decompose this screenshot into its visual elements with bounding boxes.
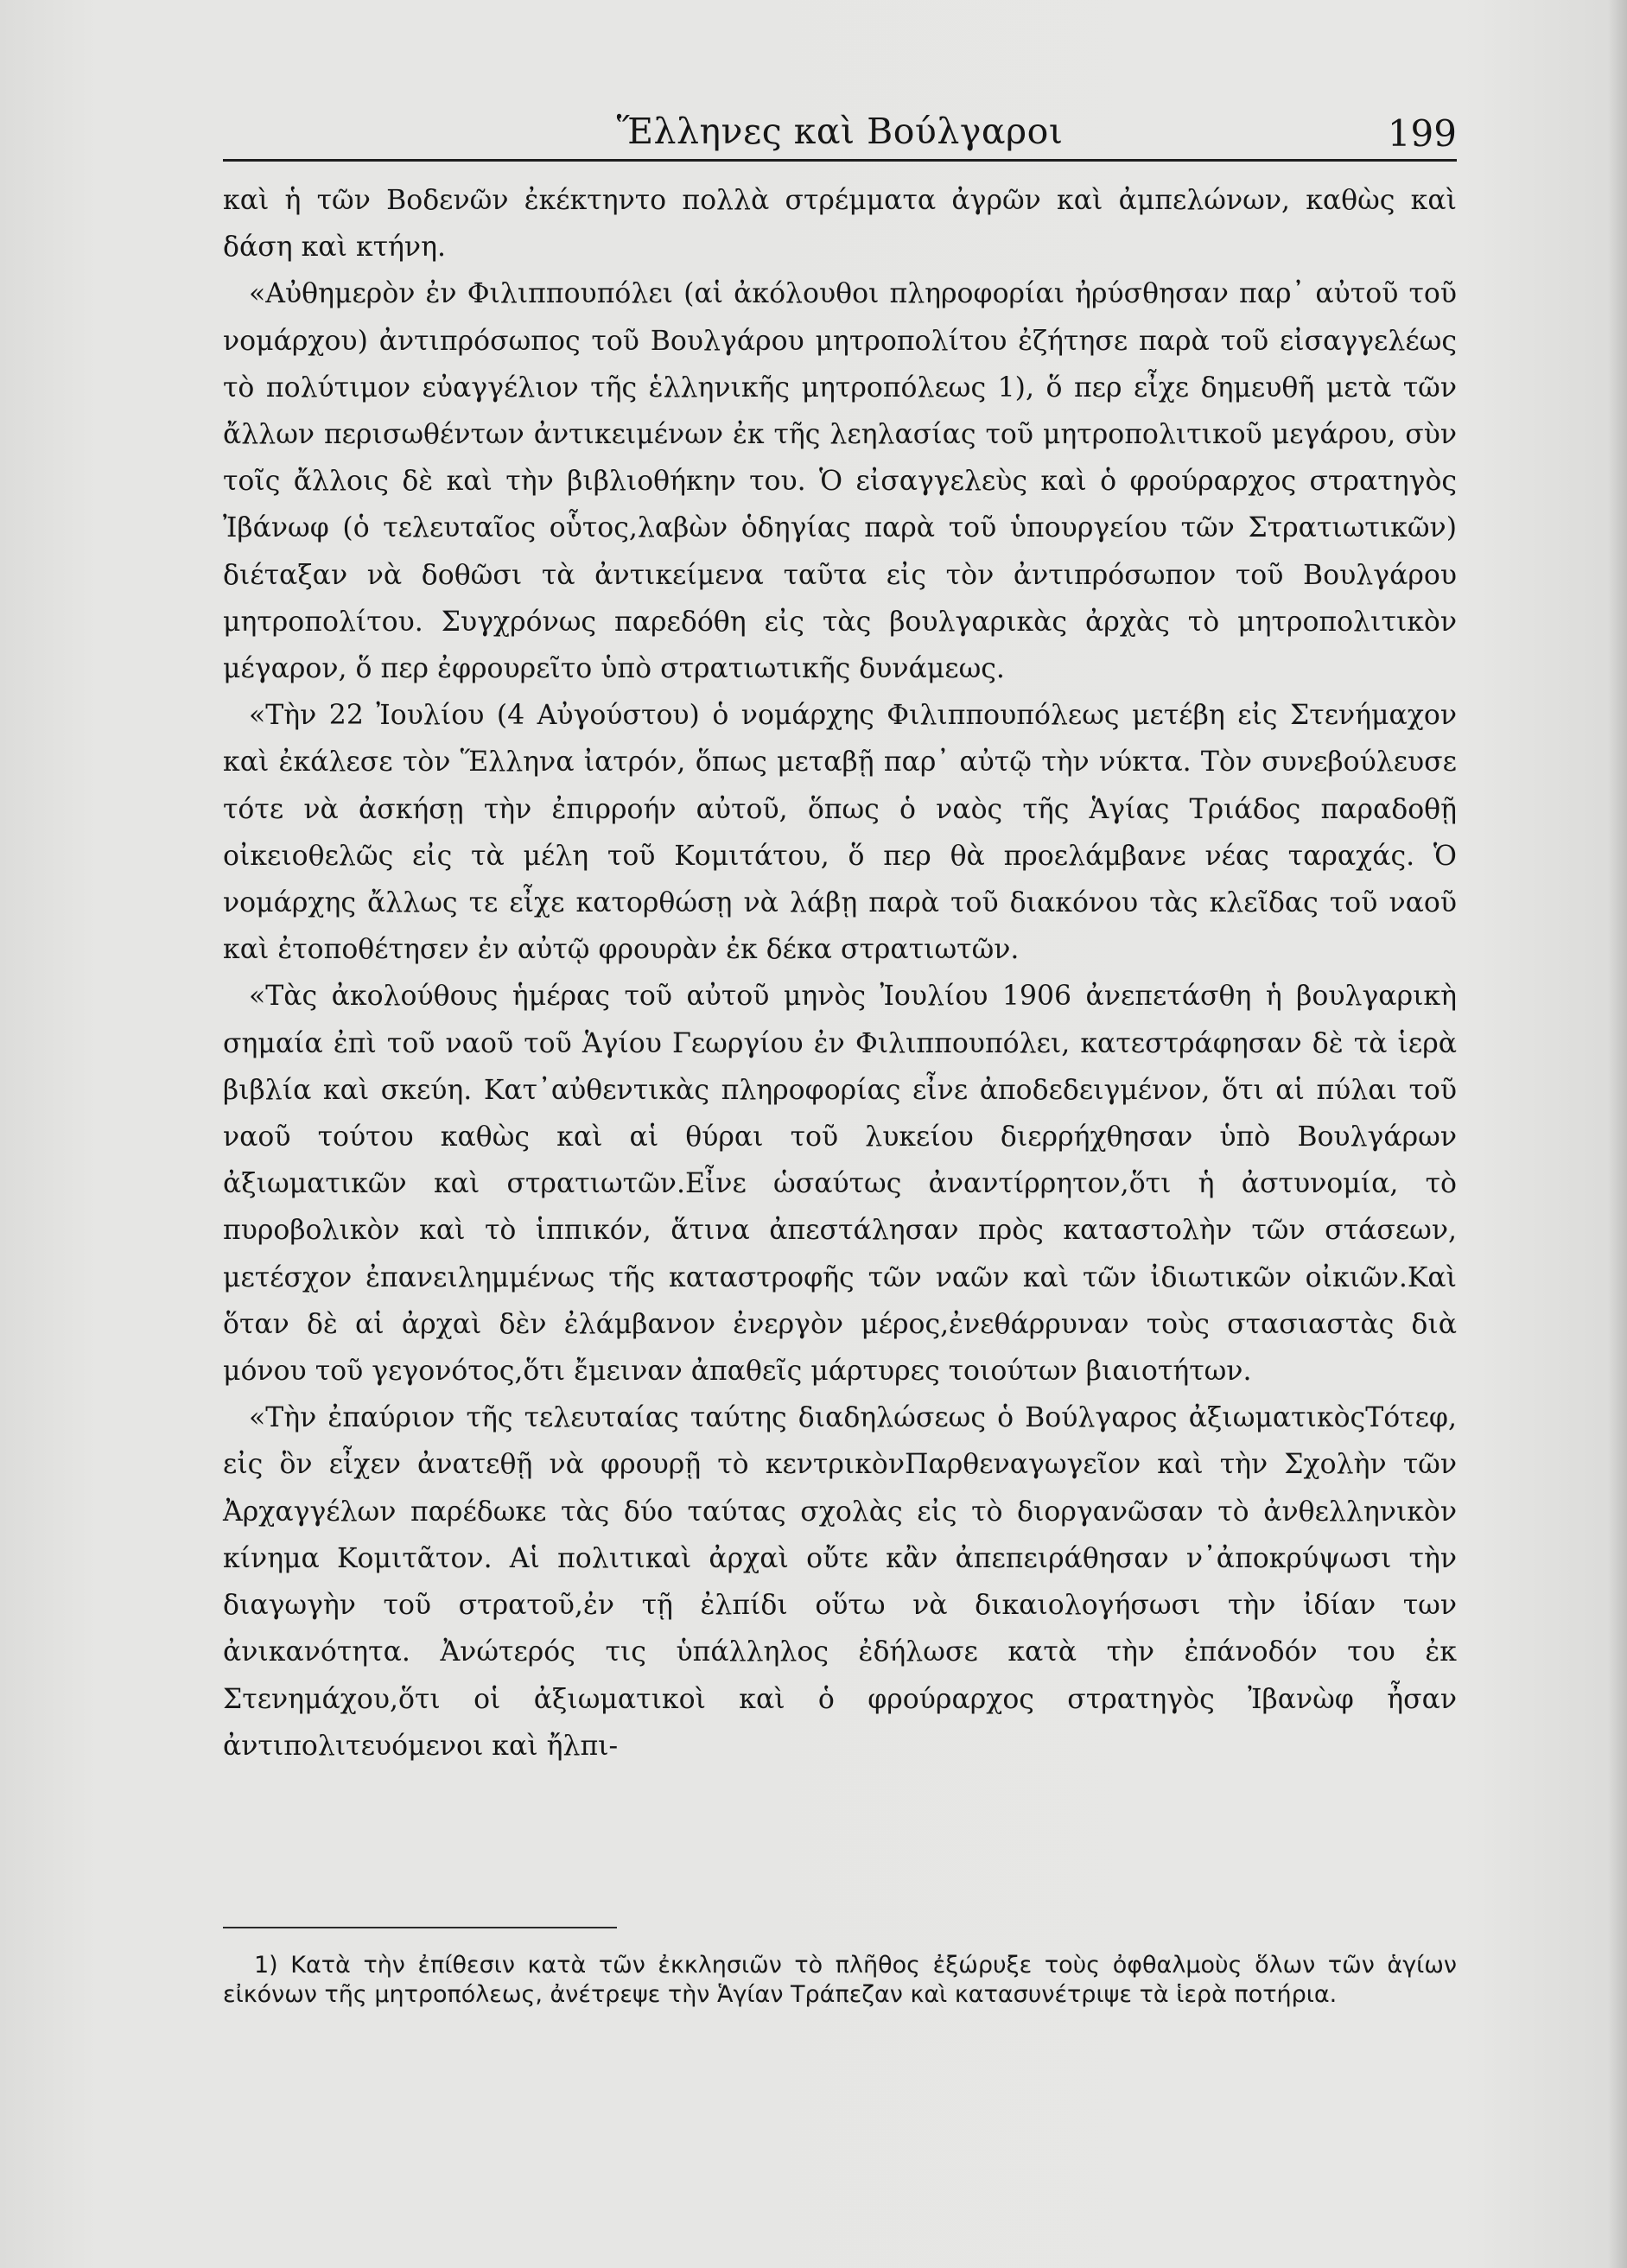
footnote-rule: [223, 1927, 617, 1928]
body-text: [223, 177, 1457, 1769]
paragraph: «Αὐθημερὸν ἐν Φιλιππουπόλει (αἱ ἀκόλουθοι πληροφορίαι ἠρύσθησαν παρ᾽ αὐτοῦ τοῦ νομάρχου) ἀντιπρόσωπος τοῦ Βουλγάρου μητροπολίτου ἐζήτησε παρὰ τοῦ εἰσαγγελέως τὸ πολύτιμον εὐαγγέλιον τῆς ἑλληνικῆς μητροπόλεως 1), ὅ περ εἶχε δημευθῆ μετὰ τῶν ἄλλων περισωθέντων ἀντικειμένων ἐκ τῆς λεηλασίας τοῦ μητροπολιτικοῦ μεγάρου, σὺν τοῖς ἄλλοις δὲ καὶ τὴν βιβλιοθήκην του. Ὁ εἰσαγγελεὺς καὶ ὁ φρούραρχος στρατηγὸς Ἰβάνωφ (ὁ τελευταῖος οὗτος,λαβὼν ὁδηγίας παρὰ τοῦ ὑπουργείου τῶν Στρατιωτικῶν) διέταξαν νὰ δοθῶσι τὰ ἀντικείμενα ταῦτα εἰς τὸν ἀντιπρόσωπον τοῦ Βουλγάρου μητροπολίτου. Συγχρόνως παρεδόθη εἰς τὰς βουλγαρικὰς ἀρχὰς τὸ μητροπολιτικὸν μέγαρον, ὅ περ ἐφρουρεῖτο ὑπὸ στρατιωτικῆς δυνάμεως.: [223, 278, 1457, 685]
paragraph: καὶ ἡ τῶν Βοδενῶν ἐκέκτηντο πολλὰ στρέμματα ἀγρῶν καὶ ἀμπελώνων, καθὼς καὶ δάση καὶ κτήνη.: [223, 185, 1457, 264]
page-number: 199: [1387, 112, 1457, 155]
paragraph: «Τὰς ἀκολούθους ἡμέρας τοῦ αὐτοῦ μηνὸς Ἰουλίου 1906 ἀνεπετάσθη ἡ βουλγαρικὴ σημαία ἐπὶ τοῦ ναοῦ τοῦ Ἁγίου Γεωργίου ἐν Φιλιππουπόλει, κατεστράφησαν δὲ τὰ ἱερὰ βιβλία καὶ σκεύη. Κατ᾽αὐθεντικὰς πληροφορίας εἶνε ἀποδεδειγμένον, ὅτι αἱ πύλαι τοῦ ναοῦ τούτου καθὼς καὶ αἱ θύραι τοῦ λυκείου διερρήχθησαν ὑπὸ Βουλγάρων ἀξιωματικῶν καὶ στρατιωτῶν.Εἶνε ὡσαύτως ἀναντίρρητον,ὅτι ἡ ἀστυνομία, τὸ πυροβολικὸν καὶ τὸ ἱππικόν, ἅτινα ἀπεστάλησαν πρὸς καταστολὴν τῶν στάσεων, μετέσχον ἐπανειλημμένως τῆς καταστροφῆς τῶν ναῶν καὶ τῶν ἰδιωτικῶν οἰκιῶν.Καὶ ὅταν δὲ αἱ ἀρχαὶ δὲν ἐλάμβανον ἐνεργὸν μέρος,ἐνεθάρρυναν τοὺς στασιαστὰς διὰ μόνου τοῦ γεγονότος,ὅτι ἔμειναν ἀπαθεῖς μάρτυρες τοιούτων βιαιοτήτων.: [223, 981, 1457, 1388]
running-title: Ἕλληνες καὶ Βούλγαροι: [616, 111, 1064, 152]
paragraph: «Τὴν 22 Ἰουλίου (4 Αὐγούστου) ὁ νομάρχης Φιλιππουπόλεως μετέβη εἰς Στενήμαχον καὶ ἐκάλεσε τὸν Ἕλληνα ἰατρόν, ὅπως μεταβῇ παρ᾽ αὐτῷ τὴν νύκτα. Τὸν συνεβούλευσε τότε νὰ ἀσκήσῃ τὴν ἐπιρροήν αὐτοῦ, ὅπως ὁ ναὸς τῆς Ἁγίας Τριάδος παραδοθῇ οἰκειοθελῶς εἰς τὰ μέλη τοῦ Κομιτάτου, ὅ περ θὰ προελάμβανε νέας ταραχάς. Ὁ νομάρχης ἄλλως τε εἶχε κατορθώσῃ νὰ λάβῃ παρὰ τοῦ διακόνου τὰς κλεῖδας τοῦ ναοῦ καὶ ἐτοποθέτησεν ἐν αὐτῷ φρουρὰν ἐκ δέκα στρατιωτῶν.: [223, 700, 1457, 966]
page-header: [223, 102, 1457, 156]
header-rule: [223, 159, 1457, 162]
footnote: 1) Κατὰ τὴν ἐπίθεσιν κατὰ τῶν ἐκκλησιῶν τὸ πλῆθος ἐξώρυξε τοὺς ὀφθαλμοὺς ὅλων τῶν ἁγίων εἰκόνων τῆς μητροπόλεως, ἀνέτρεψε τὴν Ἁγίαν Τράπεζαν καὶ κατασυνέτριψε τὰ ἱερὰ ποτήρια.: [223, 1952, 1457, 2008]
paragraph: «Τὴν ἐπαύριον τῆς τελευταίας ταύτης διαδηλώσεως ὁ Βούλγαρος ἀξιωματικὸςΤότεφ, εἰς ὃν εἶχεν ἀνατεθῇ νὰ φρουρῇ τὸ κεντρικὸνΠαρθεναγωγεῖον καὶ τὴν Σχολὴν τῶν Ἀρχαγγέλων παρέδωκε τὰς δύο ταύτας σχολὰς εἰς τὸ διοργανῶσαν τὸ ἀνθελληνικὸν κίνημα Κομιτᾶτον. Αἱ πολιτικαὶ ἀρχαὶ οὔτε κἂν ἀπεπειράθησαν ν᾽ἀποκρύψωσι τὴν διαγωγὴν τοῦ στρατοῦ,ἐν τῇ ἐλπίδι οὕτω νὰ δικαιολογήσωσι τὴν ἰδίαν των ἀνικανότητα. Ἀνώτερός τις ὑπάλληλος ἐδήλωσε κατὰ τὴν ἐπάνοδόν του ἐκ Στενημάχου,ὅτι οἱ ἀξιωματικοὶ καὶ ὁ φρούραρχος στρατηγὸς Ἰβανὼφ ἦσαν ἀντιπολιτευόμενοι καὶ ἤλπι-: [223, 1402, 1457, 1762]
